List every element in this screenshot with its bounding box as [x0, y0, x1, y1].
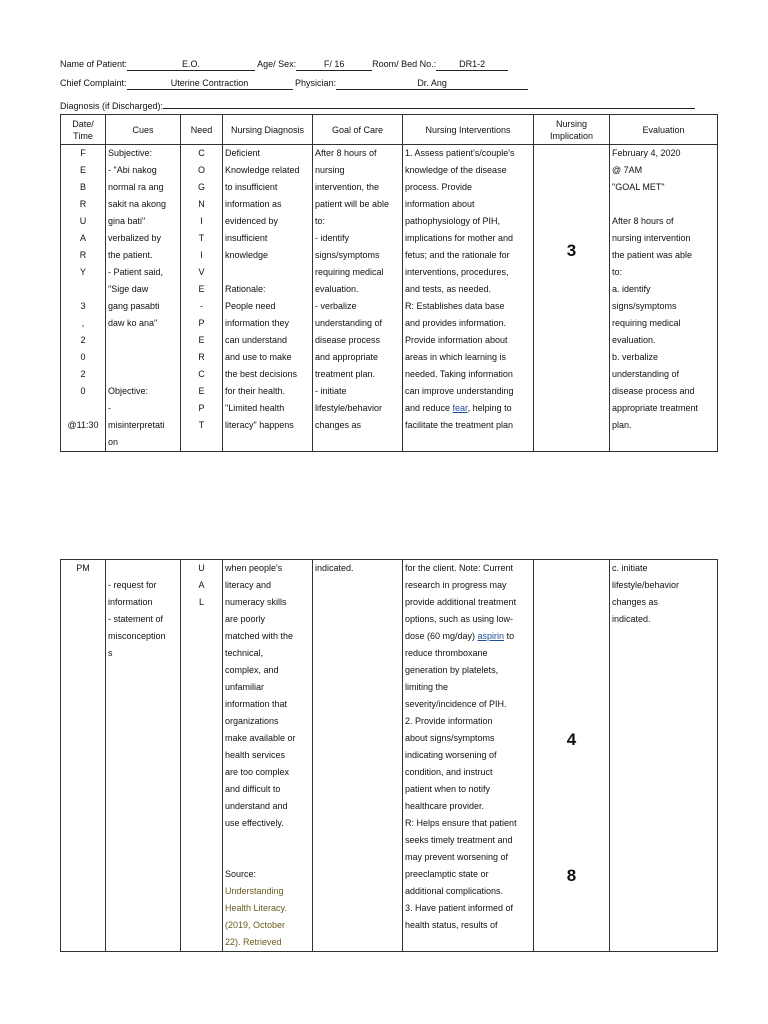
age-field[interactable]: F/ 16 — [296, 59, 372, 71]
cues-cell: Subjective: - "Abi nakog normal ra ang sakit na akong gina bati" verbalized by the patient. - Patient said, "Sige daw gang pasabti daw ko ana" Objective: - misinterpretati on — [106, 145, 181, 452]
goal-cell: After 8 hours of nursing intervention, the patient will be able to: - identify signs/symptoms requiring medical evaluation. - verbalize understanding of disease process and appropriate treatment plan. - initiate lifestyle/behavior changes as — [313, 145, 403, 452]
implication-number: 4 — [566, 730, 577, 749]
col-goal-of-care: Goal of Care — [313, 115, 403, 145]
date-cell: F E B R U A R Y 3 , 2 0 2 0 @11:30 — [61, 145, 106, 452]
col-nursing-diagnosis: Nursing Diagnosis — [223, 115, 313, 145]
aspirin-link[interactable]: aspirin — [477, 631, 505, 641]
age-label: Age/ Sex: — [257, 59, 297, 69]
complaint-field[interactable]: Uterine Contraction — [127, 78, 293, 90]
diagnosis-label: Diagnosis (if Discharged): — [60, 101, 164, 111]
physician-label: Physician: — [295, 78, 337, 88]
complaint-row — [60, 78, 528, 90]
col-need: Need — [181, 115, 223, 145]
table-row — [61, 145, 718, 452]
name-label: Name of Patient: — [60, 59, 128, 69]
diagnosis-cell: when people's literacy and numeracy skills are poorly matched with the technical, complex, and unfamiliar information that organizations make available or health services are too complex and difficult to understand and use effectively. Source: Understanding Health Literacy. (2019, October 22). Retrieved — [223, 560, 313, 952]
evaluation-cell: February 4, 2020 @ 7AM "GOAL MET" After 8 hours of nursing intervention the patient was able to: a. identify signs/symptoms requiring medical evaluation. b. verbalize understanding of disease process and appropriate treatment plan. — [610, 145, 718, 452]
implication-cell — [534, 560, 610, 952]
name-field[interactable]: E.O. — [127, 59, 255, 71]
ncp-table-page1 — [60, 114, 718, 452]
col-nursing-interventions: Nursing Interventions — [403, 115, 534, 145]
interventions-cell: for the client. Note: Current research in progress may provide additional treatment options, such as using low- dose (60 mg/day) aspirin to reduce thromboxane generation by platelets, limiting the severity/incidence of PIH. 2. Provide information about signs/symptoms indicating worsening of condition, and instruct patient when to notify healthcare provider. R: Helps ensure that patient seeks timely treatment and may prevent worsening of preeclamptic state or additional complications. 3. Have patient informed of health status, results of — [403, 560, 534, 952]
diagnosis-field[interactable] — [163, 97, 695, 109]
need-cell: U A L — [181, 560, 223, 952]
col-cues: Cues — [106, 115, 181, 145]
evaluation-cell: c. initiate lifestyle/behavior changes as indicated. — [610, 560, 718, 952]
col-evaluation: Evaluation — [610, 115, 718, 145]
col-nursing-implication: Nursing Implication — [534, 115, 610, 145]
fear-link[interactable]: fear — [452, 403, 468, 413]
patient-info-row — [60, 59, 508, 71]
complaint-label: Chief Complaint: — [60, 78, 127, 88]
col-date-time: Date/ Time — [61, 115, 106, 145]
interventions-cell: 1. Assess patient's/couple's knowledge of the disease process. Provide information about pathophysiology of PIH, implications for mother and fetus; and the rationale for interventions, procedures, and tests, as needed. R: Establishes data base and provides information. Provide information about areas in which learning is needed. Taking information can improve understanding and reduce fear, helping to facilitate the treatment plan — [403, 145, 534, 452]
implication-number: 8 — [566, 866, 577, 885]
implication-number: 3 — [566, 241, 577, 260]
table-header-row — [61, 115, 718, 145]
date-cell: PM — [61, 560, 106, 952]
table-row — [61, 560, 718, 952]
implication-cell — [534, 145, 610, 452]
diagnosis-cell: Deficient Knowledge related to insufficient information as evidenced by insufficient knowledge Rationale: People need information they can understand and use to make the best decisions for their health. "Limited health literacy" happens — [223, 145, 313, 452]
goal-cell: indicated. — [313, 560, 403, 952]
source-citation: Understanding — [225, 886, 284, 896]
physician-field[interactable]: Dr. Ang — [336, 78, 528, 90]
cues-cell: - request for information - statement of misconception s — [106, 560, 181, 952]
need-cell: C O G N I T I V E - P E R C E P T — [181, 145, 223, 452]
diagnosis-row — [60, 97, 695, 111]
ncp-table-page2 — [60, 559, 718, 952]
room-label: Room/ Bed No.: — [372, 59, 437, 69]
room-field[interactable]: DR1-2 — [436, 59, 508, 71]
